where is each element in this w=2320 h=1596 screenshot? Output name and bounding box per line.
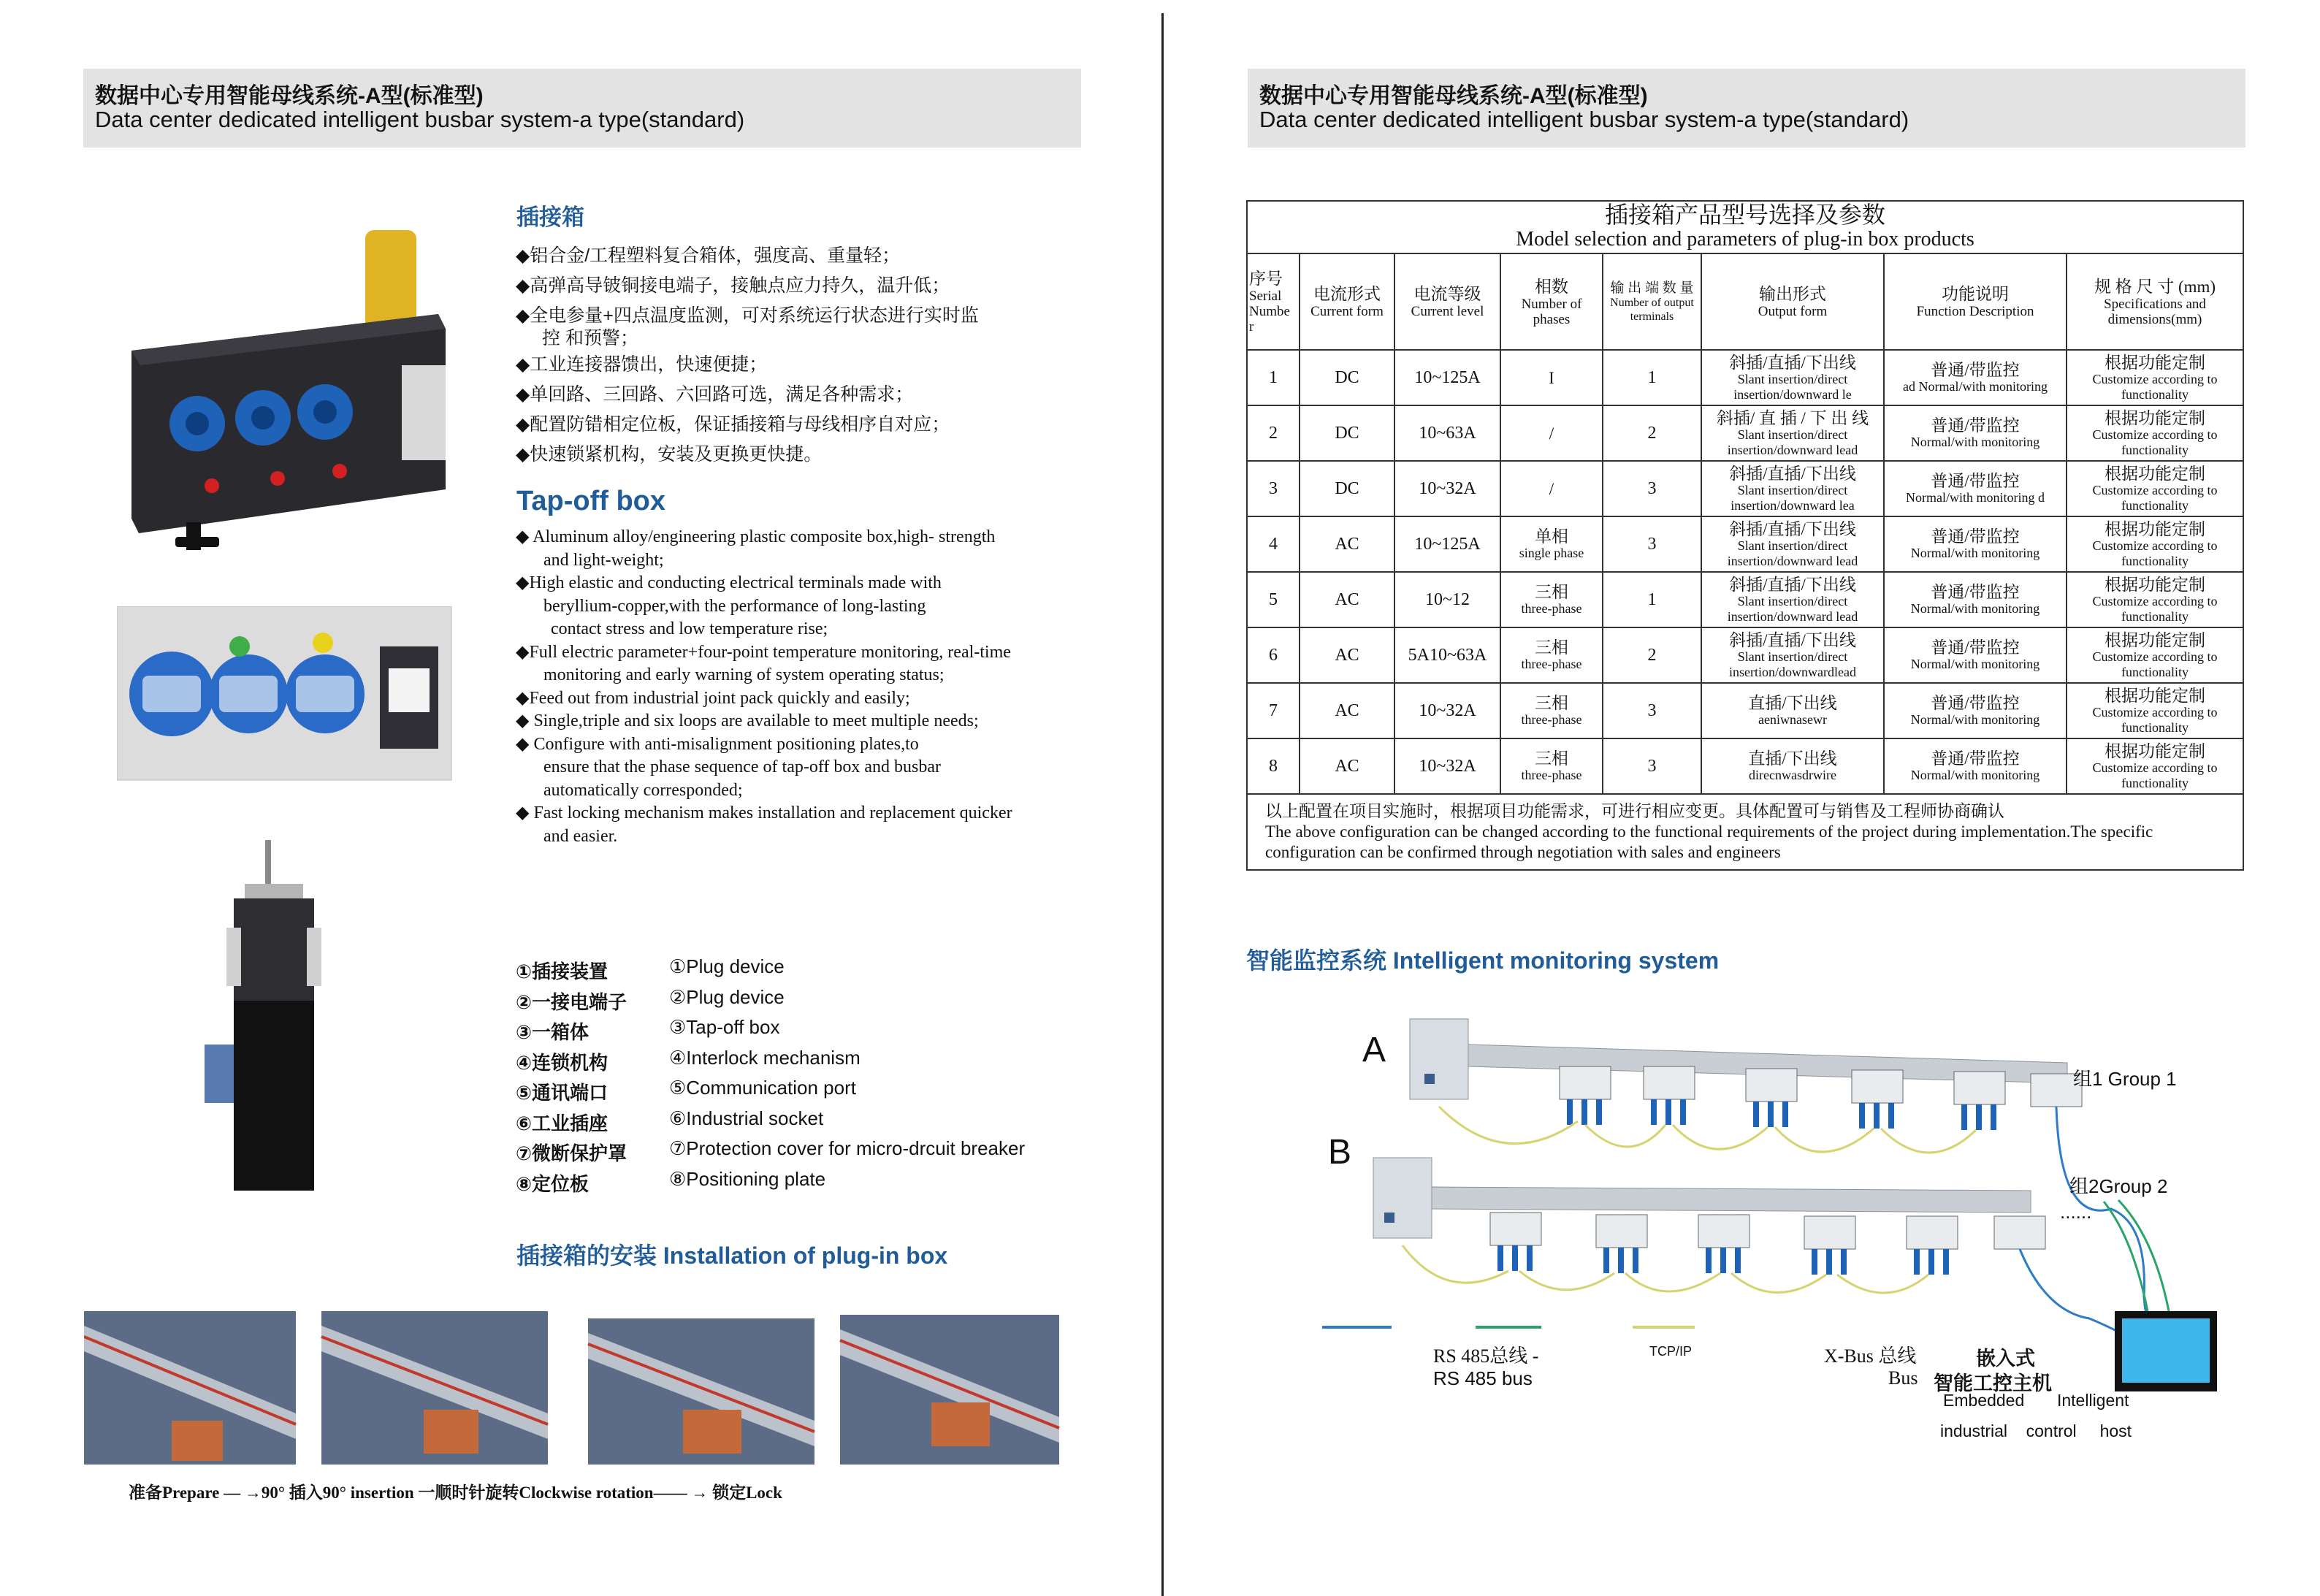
- part-zh: ⑧定位板: [516, 1172, 589, 1195]
- table-cell: 普通/带监控 Normal/with monitoring: [1884, 683, 2067, 738]
- table-row: [1247, 627, 2243, 683]
- table-cell: 斜插/直插/下出线 Slant insertion/direct insertion/downward lead: [1701, 572, 1884, 627]
- table-cell: 3: [1603, 516, 1701, 572]
- table-cell: 斜插/ 直 插 / 下 出 线 Slant insertion/direct insertion/downward lead: [1701, 405, 1884, 461]
- table-cell: 三相 three-phase: [1500, 683, 1603, 738]
- bullet-zh: 控 和预警；: [542, 328, 638, 348]
- ellipsis: ......: [2060, 1201, 2092, 1223]
- col-header: 输出形式 Output form: [1701, 253, 1884, 350]
- part-zh: ②一接电端子: [516, 990, 627, 1013]
- table-cell: 根据功能定制 Customize according to functionality: [2067, 405, 2243, 461]
- table-cell: 1: [1603, 572, 1701, 627]
- part-en: ④Interlock mechanism: [669, 1046, 861, 1069]
- install-steps-photos: [84, 1311, 1063, 1468]
- table-footnote: [1247, 794, 2243, 870]
- table-cell: DC: [1300, 350, 1394, 405]
- plugbox-bullets-zh: [516, 241, 979, 470]
- footnote-en: The above configuration can be changed according to the functional requirements of the project during implementation.The specific configuration can be confirmed through negotiation with sales and engineers: [1265, 822, 2153, 861]
- table-cell: I: [1500, 350, 1603, 405]
- col-header: 序号 Serial Numbe r: [1247, 253, 1300, 350]
- table-title-en: Model selection and parameters of plug-in box products: [1516, 228, 1974, 251]
- table-cell: 3: [1603, 683, 1701, 738]
- col-header: 规 格 尺 寸 (mm) Specifications and dimensions(mm): [2067, 253, 2243, 350]
- legend-rs485-en: RS 485 bus: [1433, 1367, 1533, 1389]
- left-header-en: Data center dedicated intelligent busbar system-a type(standard): [95, 107, 745, 132]
- busway-label-a: A: [1362, 1031, 1386, 1069]
- part-en: ②Plug device: [669, 985, 785, 1008]
- table-cell: 普通/带监控 Normal/with monitoring d: [1884, 461, 2067, 516]
- table-cell: 7: [1247, 683, 1300, 738]
- table-cell: 根据功能定制 Customize according to functionality: [2067, 516, 2243, 572]
- left-header-zh: 数据中心专用智能母线系统-A型(标准型): [95, 84, 484, 108]
- bullet-en: contact stress and low temperature rise;: [551, 619, 828, 638]
- install-step-prepare: [84, 1311, 296, 1465]
- left-header: [83, 69, 1081, 148]
- table-cell: 普通/带监控 Normal/with monitoring: [1884, 516, 2067, 572]
- table-cell: 10~32A: [1394, 683, 1500, 738]
- bullet-zh: ◆高弹高导铍铜接电端子，接触点应力持久，温升低；: [516, 275, 950, 296]
- install-step-lock: [840, 1315, 1059, 1465]
- col-header: 电流形式 Current form: [1300, 253, 1394, 350]
- table-cell: 斜插/直插/下出线 Slant insertion/direct insertion/downward lea: [1701, 461, 1884, 516]
- table-row: [1247, 683, 2243, 738]
- plugbox-title-zh: 插接箱: [516, 205, 584, 230]
- table-cell: 10~32A: [1394, 461, 1500, 516]
- table-cell: 普通/带监控 Normal/with monitoring: [1884, 738, 2067, 794]
- table-cell: AC: [1300, 572, 1394, 627]
- table-cell: 根据功能定制 Customize according to functionality: [2067, 627, 2243, 683]
- bullet-en: ◆ Fast locking mechanism makes installation and replacement quicker: [516, 803, 1012, 822]
- table-cell: 根据功能定制 Customize according to functionality: [2067, 350, 2243, 405]
- host-zh-2: 智能工控主机: [1934, 1372, 2052, 1394]
- part-en: ⑦Protection cover for micro-drcuit breaker: [669, 1137, 1026, 1159]
- right-header: [1248, 69, 2245, 148]
- bullet-en: ◆Full electric parameter+four-point temperature monitoring, real-time: [516, 642, 1011, 662]
- bullet-en: ◆High elastic and conducting electrical terminals made with: [516, 573, 942, 592]
- table-cell: 4: [1247, 516, 1300, 572]
- table-cell: 根据功能定制 Customize according to functionality: [2067, 572, 2243, 627]
- table-cell: 10~125A: [1394, 516, 1500, 572]
- bullet-zh: ◆工业连接器馈出，快速便捷；: [516, 354, 768, 375]
- legend-rs485-zh: RS 485总线 -: [1433, 1345, 1539, 1367]
- busway-label-b: B: [1328, 1133, 1352, 1172]
- table-cell: 普通/带监控 Normal/with monitoring: [1884, 405, 2067, 461]
- bullet-en: beryllium-copper,with the performance of long-lasting: [543, 596, 926, 616]
- table-cell: 10~12: [1394, 572, 1500, 627]
- parts-list-en: [669, 952, 1025, 1194]
- bullet-en: and light-weight;: [543, 550, 664, 570]
- front-panel-photo: [117, 606, 453, 782]
- table-row: [1247, 572, 2243, 627]
- bullet-en: automatically corresponded;: [543, 780, 743, 800]
- bullet-en: monitoring and early warning of system operating status;: [543, 665, 945, 684]
- table-cell: 普通/带监控 ad Normal/with monitoring: [1884, 350, 2067, 405]
- right-header-en: Data center dedicated intelligent busbar system-a type(standard): [1259, 107, 1909, 132]
- table-cell: 三相 three-phase: [1500, 627, 1603, 683]
- table-cell: 5: [1247, 572, 1300, 627]
- table-cell: 普通/带监控 Normal/with monitoring: [1884, 627, 2067, 683]
- part-en: ⑧Positioning plate: [669, 1167, 826, 1190]
- col-header: 输 出 端 数 量 Number of output terminals: [1603, 253, 1701, 350]
- col-header: 功能说明 Function Description: [1884, 253, 2067, 350]
- table-row: [1247, 405, 2243, 461]
- part-en: ⑥Industrial socket: [669, 1107, 824, 1129]
- group1-label: 组1 Group 1: [2073, 1068, 2177, 1090]
- install-step-insert: [321, 1311, 548, 1465]
- right-header-zh: 数据中心专用智能母线系统-A型(标准型): [1259, 84, 1648, 108]
- table-cell: 2: [1603, 405, 1701, 461]
- col-header: 电流等级 Current level: [1394, 253, 1500, 350]
- table-cell: 直插/下出线 direcnwasdrwire: [1701, 738, 1884, 794]
- bullet-zh: ◆铝合金/工程塑料复合箱体，强度高、重量轻；: [516, 245, 901, 266]
- table-cell: 5A10~63A: [1394, 627, 1500, 683]
- group2-label: 组2Group 2: [2069, 1175, 2168, 1197]
- part-en: ⑤Communication port: [669, 1077, 856, 1099]
- table-cell: /: [1500, 405, 1603, 461]
- tapoff-title-en: Tap-off box: [516, 486, 666, 516]
- bullet-zh: ◆配置防错相定位板，保证插接箱与母线相序自对应；: [516, 414, 950, 435]
- table-cell: 3: [1247, 461, 1300, 516]
- install-caption: 准备Prepare — →90° 插入90° insertion 一顺时针旋转Clockwise rotation—— → 锁定Lock: [129, 1484, 782, 1502]
- table-cell: 10~125A: [1394, 350, 1500, 405]
- table-cell: 普通/带监控 Normal/with monitoring: [1884, 572, 2067, 627]
- table-cell: 10~32A: [1394, 738, 1500, 794]
- legend-xbus-zh: X-Bus 总线: [1824, 1345, 1917, 1367]
- host-zh-1: 嵌入式: [1976, 1348, 2035, 1370]
- table-cell: 3: [1603, 461, 1701, 516]
- table-cell: 根据功能定制 Customize according to functionality: [2067, 738, 2243, 794]
- bullet-en: ◆Feed out from industrial joint pack quickly and easily;: [516, 688, 910, 708]
- table-cell: DC: [1300, 405, 1394, 461]
- table-cell: AC: [1300, 683, 1394, 738]
- part-zh: ①插接装置: [516, 961, 608, 982]
- plugbox-spec-table: [1246, 200, 2244, 871]
- part-zh: ⑥工业插座: [516, 1112, 608, 1134]
- table-title-zh: 插接箱产品型号选择及参数: [1604, 202, 1885, 228]
- table-cell: 10~63A: [1394, 405, 1500, 461]
- table-row: [1247, 461, 2243, 516]
- bullet-en: ◆ Aluminum alloy/engineering plastic composite box,high- strength: [516, 527, 996, 546]
- bullet-en: and easier.: [543, 826, 618, 846]
- table-cell: 3: [1603, 738, 1701, 794]
- parts-list-zh: [516, 957, 627, 1199]
- table-cell: /: [1500, 461, 1603, 516]
- table-cell: 1: [1603, 350, 1701, 405]
- table-cell: AC: [1300, 627, 1394, 683]
- part-zh: ④连锁机构: [516, 1051, 608, 1074]
- table-cell: 2: [1603, 627, 1701, 683]
- col-header: 相数 Number of phases: [1500, 253, 1603, 350]
- part-en: ③Tap-off box: [669, 1016, 780, 1038]
- table-cell: 根据功能定制 Customize according to functionality: [2067, 683, 2243, 738]
- table-cell: 直插/下出线 aeniwnasewr: [1701, 683, 1884, 738]
- table-cell: 单相 single phase: [1500, 516, 1603, 572]
- page-divider: [1161, 13, 1164, 1596]
- table-cell: 1: [1247, 350, 1300, 405]
- monitoring-title: 智能监控系统 Intelligent monitoring system: [1246, 947, 1720, 974]
- table-cell: 8: [1247, 738, 1300, 794]
- bullet-en: ◆ Configure with anti-misalignment positioning plates,to: [516, 734, 919, 754]
- table-cell: 斜插/直插/下出线 Slant insertion/direct insertion/downward lead: [1701, 516, 1884, 572]
- part-zh: ⑤通讯端口: [516, 1082, 608, 1104]
- table-cell: AC: [1300, 738, 1394, 794]
- legend-tcp: TCP/IP: [1649, 1344, 1693, 1359]
- part-zh: ⑦微断保护罩: [516, 1142, 627, 1164]
- bullet-en: ◆ Single,triple and six loops are available to meet multiple needs;: [516, 711, 979, 730]
- table-row: [1247, 738, 2243, 794]
- table-cell: 三相 three-phase: [1500, 572, 1603, 627]
- install-step-rotate: [588, 1318, 814, 1465]
- table-cell: 根据功能定制 Customize according to functionality: [2067, 461, 2243, 516]
- part-en: ①Plug device: [669, 955, 785, 977]
- table-title: [1247, 201, 2243, 253]
- bullet-zh: ◆全电参量+四点温度监测，可对系统运行状态进行实时监: [516, 305, 979, 326]
- table-cell: 6: [1247, 627, 1300, 683]
- table-cell: 三相 three-phase: [1500, 738, 1603, 794]
- table-cell: 2: [1247, 405, 1300, 461]
- table-row: [1247, 516, 2243, 572]
- table-cell: 斜插/直插/下出线 Slant insertion/direct insertion/downwardlead: [1701, 627, 1884, 683]
- table-header-row: [1247, 253, 2243, 350]
- plugbox-photo: [124, 226, 468, 555]
- bullet-zh: ◆单回路、三回路、六回路可选，满足各种需求；: [516, 384, 914, 405]
- section-photo: [194, 840, 340, 1191]
- install-title: 插接箱的安装 Installation of plug-in box: [516, 1242, 948, 1269]
- table-cell: AC: [1300, 516, 1394, 572]
- footnote-zh: 以上配置在项目实施时，根据项目功能需求，可进行相应变更。具体配置可与销售及工程师协商确认: [1265, 802, 2004, 820]
- bullet-en: ensure that the phase sequence of tap-off box and busbar: [543, 757, 942, 776]
- table-cell: DC: [1300, 461, 1394, 516]
- part-zh: ③一箱体: [516, 1021, 589, 1043]
- host-en-2: industrial control host: [1940, 1421, 2132, 1440]
- table-cell: 斜插/直插/下出线 Slant insertion/direct insertion/downward le: [1701, 350, 1884, 405]
- plugbox-bullets-en: [516, 526, 1012, 848]
- bullet-zh: ◆快速锁紧机构，安装及更换更快捷。: [516, 444, 823, 465]
- table-row: [1247, 350, 2243, 405]
- legend-xbus-en: Bus: [1888, 1367, 1918, 1389]
- host-en-1: Embedded Intelligent: [1943, 1391, 2129, 1410]
